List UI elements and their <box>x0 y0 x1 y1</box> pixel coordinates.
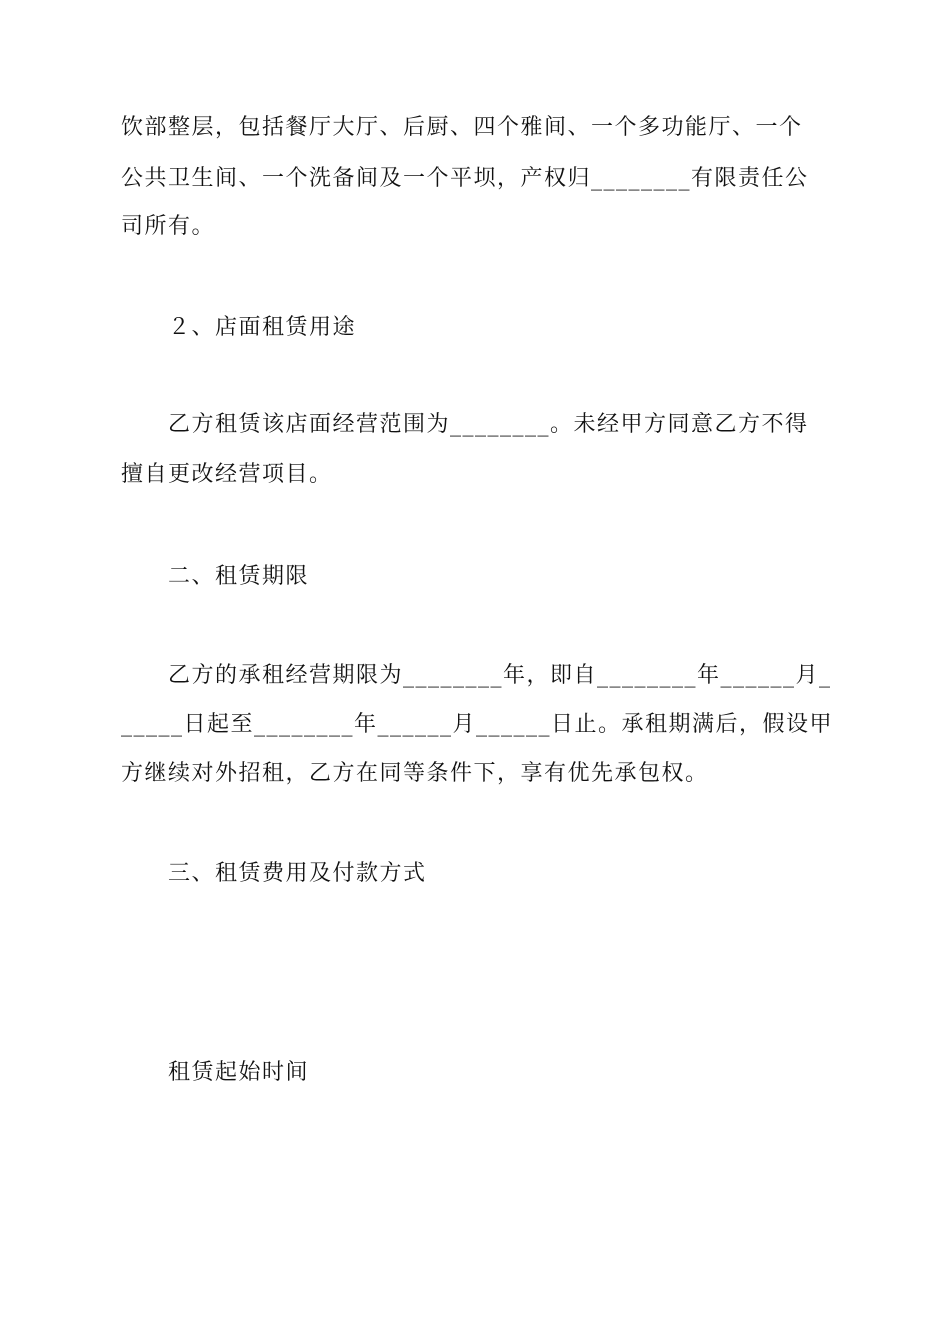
paragraph-line-5: 擅自更改经营项目。 <box>121 462 333 487</box>
paragraph-line-2: 公共卫生间、一个洗备间及一个平坝，产权归________有限责任公 <box>121 166 809 191</box>
table-label-start-time: 租赁起始时间 <box>168 1060 310 1085</box>
paragraph-line-4: 乙方租赁该店面经营范围为________。未经甲方同意乙方不得 <box>168 412 809 437</box>
section-heading-term: 二、租赁期限 <box>168 564 310 589</box>
paragraph-line-7: _____日起至________年______月______日止。承租期满后，假设甲 <box>121 712 834 737</box>
paragraph-line-3: 司所有。 <box>121 214 216 239</box>
section-heading-usage: ２、店面租赁用途 <box>168 315 357 340</box>
section-heading-fees: 三、租赁费用及付款方式 <box>168 861 427 886</box>
paragraph-line-1: 饮部整层，包括餐厅大厅、后厨、四个雅间、一个多功能厅、一个 <box>121 115 803 140</box>
paragraph-line-8: 方继续对外招租，乙方在同等条件下，享有优先承包权。 <box>121 761 709 786</box>
paragraph-line-6: 乙方的承租经营期限为________年，即自________年______月_ <box>168 663 832 688</box>
